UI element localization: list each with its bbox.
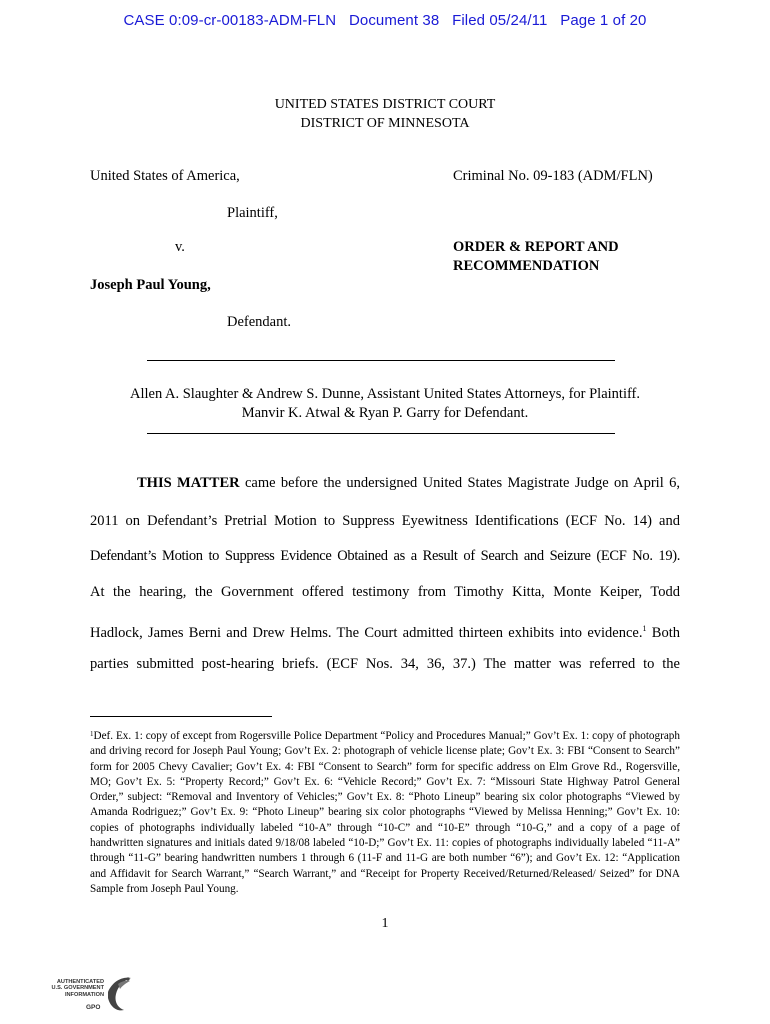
page-number: 1 xyxy=(381,916,389,931)
footnote-text: Def. Ex. 1: copy of except from Rogersville Police Department “Policy and Procedures Manual;” Gov’t Ex. 1: copy of photograph and driving record for Joseph Paul Young; Gov’t Ex. 2: photograph of vehicle license plate; Gov’t Ex. 3: FBI “Consent to Search” form for 2005 Chevy Cavalier; Gov’t Ex. 4: FBI “Consent to Search” form for specific address on Elm Grove Rd., Rogersville, MO; Gov’t Ex. 5: “Property Record;” Gov’t Ex. 6: “Vehicle Record;” Gov’t Ex. 7: “Missouri State Highway Patrol General Order,” subject: “Removal and Inventory of Vehicles;” Gov’t Ex. 8: “Photo Lineup” bearing six color photographs “Viewed by Amanda Rodriguez;” Gov’t Ex. 9: “Photo Lineup” bearing six color photographs “Viewed by Melissa Henning;” Gov’t Ex. 10: copies of photographs individually labeled “10-A” through “10-C” and “10-E” through “10-G,” and a copy of a page of handwritten signatures and initials dated 9/18/08 labeled “10-D;” Gov’t Ex. 11: copies of photographs individually labeled “11-A” through “11-G” bearing handwritten numbers 1 through 6 (11-F and 11-G are both number “6”); and Gov’t Ex. 12: “Application and Affidavit for Search Warrant,” “Search Warrant,” and “Receipt for Property Received/Returned/Released/ Seized” for DNA Sample from Joseph Paul Young. xyxy=(90,730,680,895)
gpo-eagle-icon xyxy=(104,972,134,1014)
criminal-number: Criminal No. 09-183 (ADM/FLN) xyxy=(453,168,653,184)
footnote-1 xyxy=(90,729,680,897)
logo-line-1: AUTHENTICATED xyxy=(56,979,104,985)
logo-line-3: INFORMATION xyxy=(64,991,104,998)
footnote-separator xyxy=(90,716,272,717)
plaintiff-name: United States of America, xyxy=(90,168,240,184)
plaintiff-role: Plaintiff, xyxy=(227,205,278,221)
document-title-line1: ORDER & REPORT AND xyxy=(453,239,619,255)
divider-top xyxy=(147,360,615,361)
document-title-line2: RECOMMENDATION xyxy=(453,258,600,274)
body-line-5-tail: Both xyxy=(646,624,680,641)
body-line-4: At the hearing, the Government offered testimony from Timothy Kitta, Monte Keiper, Todd xyxy=(90,584,680,600)
body-line-1-text: came before the undersigned United States Magistrate Judge on April 6, xyxy=(239,475,680,491)
defendant-role: Defendant. xyxy=(227,314,292,330)
body-line-2: 2011 on Defendant’s Pretrial Motion to Suppress Eyewitness Identifications (ECF No. 14) and xyxy=(90,513,680,529)
body-line-5 xyxy=(90,619,680,643)
body-line-5-text: Hadlock, James Berni and Drew Helms. The Court admitted thirteen exhibits into evidence. xyxy=(90,624,643,641)
logo-gpo: GPO xyxy=(86,1004,101,1011)
ecf-header-stamp: CASE 0:09-cr-00183-ADM-FLN Document 38 Filed 05/24/11 Page 1 of 20 xyxy=(123,12,647,29)
logo-text xyxy=(40,979,104,998)
body-line-3: Defendant’s Motion to Suppress Evidence Obtained as a Result of Search and Seizure (ECF No. 19). xyxy=(90,548,680,564)
counsel-block xyxy=(0,385,770,423)
footnote-marker: 1 xyxy=(90,730,94,738)
logo-line-2: U.S. GOVERNMENT xyxy=(51,985,104,992)
footnote-reference[interactable]: 1 xyxy=(642,624,647,633)
plaintiff-counsel: Allen A. Slaughter & Andrew S. Dunne, Assistant United States Attorneys, for Plaintiff. xyxy=(129,386,640,402)
lead-phrase: THIS MATTER xyxy=(137,475,240,491)
divider-bottom xyxy=(147,433,615,434)
gpo-authentication-logo xyxy=(32,970,142,1018)
court-heading xyxy=(0,95,770,133)
defendant-counsel: Manvir K. Atwal & Ryan P. Garry for Defendant. xyxy=(241,405,529,421)
court-name: UNITED STATES DISTRICT COURT xyxy=(274,97,496,112)
defendant-name: Joseph Paul Young, xyxy=(90,277,211,293)
body-line-6: parties submitted post-hearing briefs. (ECF Nos. 34, 36, 37.) The matter was referred to the xyxy=(90,656,680,672)
body-line-1 xyxy=(137,474,680,493)
court-district: DISTRICT OF MINNESOTA xyxy=(300,116,470,131)
versus: v. xyxy=(175,239,185,255)
